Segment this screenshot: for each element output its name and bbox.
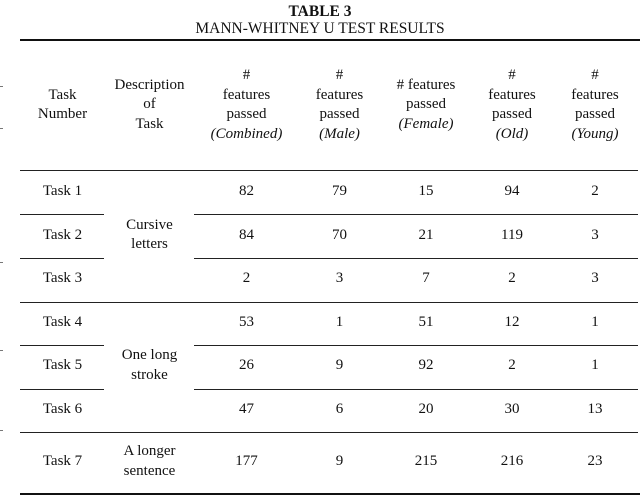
page-edge-mark	[0, 262, 3, 263]
young-value-cell: 1	[591, 357, 599, 373]
header-line: features	[222, 86, 271, 103]
description-line: One long	[121, 347, 178, 364]
header-line: Description	[114, 76, 185, 93]
row-divider	[194, 389, 638, 390]
male-value-cell: 70	[332, 226, 347, 243]
header-line: features	[488, 86, 536, 103]
description-line: A longer	[123, 443, 176, 459]
task-number-cell: Task 5	[42, 357, 83, 373]
task-number-cell: Task 7	[42, 452, 83, 469]
young-value-cell: 23	[587, 452, 603, 469]
combined-value-cell: 84	[239, 226, 254, 243]
table-caption: MANN-WHITNEY U TEST RESULTS	[195, 20, 445, 37]
row-divider	[194, 258, 638, 259]
header-line: passed	[492, 106, 532, 122]
column-header-old	[472, 40, 552, 170]
old-value-cell: 12	[504, 313, 520, 330]
column-header-male	[299, 40, 380, 170]
page-edge-mark	[0, 128, 3, 129]
description-line: letters	[131, 236, 168, 253]
combined-value-cell: 53	[239, 313, 254, 330]
old-value-cell: 30	[504, 400, 520, 417]
header-line: #	[335, 67, 344, 83]
table-label: TABLE 3	[288, 3, 352, 20]
header-line: passed	[575, 106, 615, 122]
old-value-cell: 94	[504, 183, 520, 199]
female-value-cell: 92	[418, 357, 434, 373]
header-line: passed	[406, 96, 446, 113]
young-value-cell: 2	[591, 183, 599, 199]
header-line: features	[571, 86, 619, 103]
task-number-cell: Task 3	[42, 270, 83, 286]
column-header-young	[552, 40, 638, 170]
header-line: # features	[396, 76, 456, 93]
female-value-cell: 20	[418, 400, 434, 417]
header-line: (Old)	[495, 125, 529, 142]
header-row	[20, 40, 638, 170]
header-line: (Male)	[319, 125, 360, 142]
female-value-cell: 51	[418, 313, 434, 330]
column-header-task-number	[20, 40, 105, 170]
old-value-cell: 119	[501, 226, 523, 243]
combined-value-cell: 177	[235, 452, 258, 469]
table-row	[20, 301, 638, 345]
header-line: passed	[319, 106, 360, 122]
combined-value-cell: 26	[239, 357, 254, 373]
male-value-cell: 9	[335, 452, 344, 469]
header-line: Task	[135, 115, 164, 132]
page-edge-mark	[0, 430, 3, 431]
page-edge-mark	[0, 86, 3, 87]
task-number-cell: Task 1	[42, 183, 83, 199]
row-divider	[20, 345, 104, 346]
table-body	[20, 170, 638, 492]
row-divider	[20, 432, 638, 433]
row-divider	[194, 214, 638, 215]
female-value-cell: 15	[418, 183, 434, 199]
female-value-cell: 215	[414, 452, 438, 469]
combined-value-cell: 47	[239, 400, 254, 417]
male-value-cell: 1	[335, 313, 344, 330]
column-header-female	[380, 40, 472, 170]
table-row	[20, 431, 638, 492]
female-value-cell: 7	[422, 270, 430, 286]
task-description-cell	[105, 170, 194, 301]
task-description-cell	[105, 301, 194, 432]
table-bottom-rule	[20, 493, 640, 495]
header-line: (Combined)	[210, 125, 283, 142]
combined-value-cell: 82	[239, 183, 254, 199]
results-table	[20, 40, 638, 492]
row-divider	[20, 214, 104, 215]
description-line: stroke	[131, 366, 168, 383]
description-line: Cursive	[126, 216, 173, 233]
row-divider	[20, 389, 104, 390]
column-header-description	[105, 40, 194, 170]
row-divider	[20, 258, 104, 259]
header-line: of	[143, 96, 156, 113]
task-description-cell	[105, 431, 194, 492]
task-number-cell: Task 4	[42, 313, 83, 330]
header-line: (Young)	[571, 125, 619, 142]
old-value-cell: 2	[508, 270, 516, 286]
male-value-cell: 79	[332, 183, 347, 199]
header-line: features	[315, 86, 364, 103]
old-value-cell: 2	[508, 357, 516, 373]
male-value-cell: 3	[335, 270, 344, 286]
male-value-cell: 9	[335, 357, 344, 373]
header-line: Number	[37, 106, 88, 122]
task-number-cell: Task 6	[42, 400, 83, 417]
header-line: #	[591, 67, 599, 83]
column-header-combined	[194, 40, 299, 170]
table-top-rule	[20, 39, 640, 41]
table-row	[20, 170, 638, 214]
female-value-cell: 21	[418, 226, 434, 243]
description-line: sentence	[123, 462, 176, 479]
combined-value-cell: 2	[242, 270, 251, 286]
header-line: #	[508, 67, 516, 83]
task-number-cell: Task 2	[42, 226, 83, 243]
row-divider	[20, 302, 638, 303]
header-line: Task	[48, 86, 77, 103]
young-value-cell: 13	[587, 400, 603, 417]
header-line: passed	[226, 106, 267, 122]
row-divider	[20, 170, 638, 171]
old-value-cell: 216	[500, 452, 524, 469]
male-value-cell: 6	[335, 400, 344, 417]
header-line: #	[242, 67, 251, 83]
page-edge-mark	[0, 350, 3, 351]
header-line: (Female)	[398, 115, 454, 132]
young-value-cell: 3	[591, 270, 599, 286]
young-value-cell: 1	[591, 313, 599, 330]
row-divider	[194, 345, 638, 346]
young-value-cell: 3	[591, 226, 599, 243]
